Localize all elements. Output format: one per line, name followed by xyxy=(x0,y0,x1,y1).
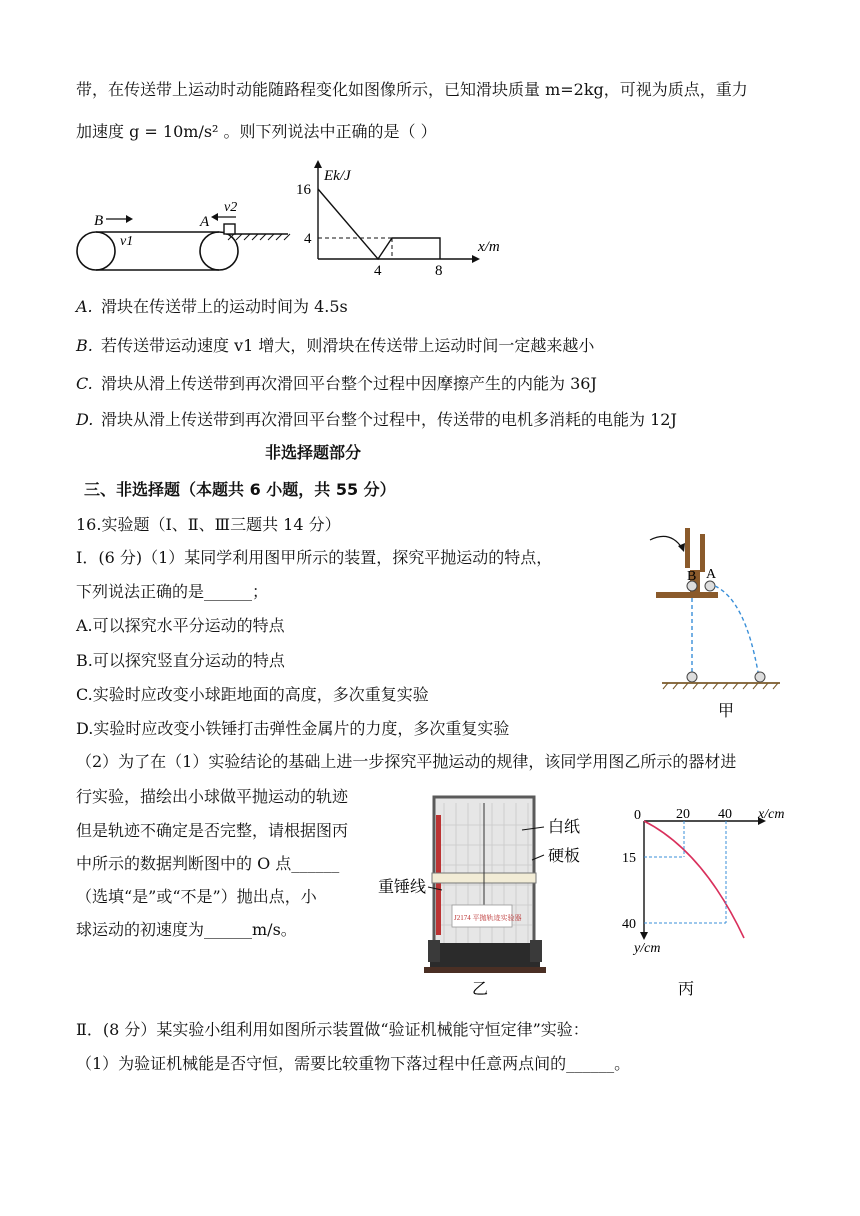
option-b-text: 若传送带运动速度 v1 增大，则滑块在传送带上运动时间一定越来越小 xyxy=(101,336,595,355)
conveyor-belt-figure xyxy=(76,200,296,275)
q16-option-d: D.实验时应改变小铁锤打击弹性金属片的力度，多次重复实验 xyxy=(76,719,510,738)
q16-part2-line1: （2）为了在（1）实验结论的基础上进一步探究平抛运动的规律，该同学用图乙所示的器材进 xyxy=(76,752,737,771)
q16-option-a: A.可以探究水平分运动的特点 xyxy=(76,616,285,635)
option-d-text: 滑块从滑上传送带到再次滑回平台整个过程中，传送带的电机多消耗的电能为 12J xyxy=(101,410,677,429)
caption-yi: 乙 xyxy=(472,981,489,998)
bing-y-label: y/cm xyxy=(634,941,661,956)
q16-option-c: C.实验时应改变小球距地面的高度，多次重复实验 xyxy=(76,685,429,704)
q15-line-1: 带，在传送带上运动时动能随路程变化如图像所示，已知滑块质量 m=2kg，可视为质点，重力 xyxy=(76,80,748,99)
q16-part1-line2: 下列说法正确的是______； xyxy=(76,582,269,601)
x-tick-8: 8 xyxy=(435,263,443,279)
x-axis-label: x/m xyxy=(478,239,500,255)
option-a-letter: A. xyxy=(76,297,93,316)
right-roller xyxy=(200,232,238,270)
label-white-paper: 白纸 xyxy=(548,819,581,836)
y-tick-4: 4 xyxy=(304,231,312,247)
label-hard-board: 硬板 xyxy=(548,848,581,865)
q16-part2-line3: 但是轨迹不确定是否完整，请根据图丙 xyxy=(76,821,349,840)
q16-option-b: B.可以探究竖直分运动的特点 xyxy=(76,651,285,670)
parabolic-path xyxy=(715,586,758,672)
ek-x-graph xyxy=(290,158,510,279)
q16-part1-line1: Ⅰ．(6 分)（1）某同学利用图甲所示的装置，探究平抛运动的特点， xyxy=(76,548,553,567)
label-v1: v1 xyxy=(120,234,134,249)
board-label: J2174 平抛轨迹实验器 xyxy=(454,914,522,922)
bing-x-20: 20 xyxy=(676,807,690,822)
bing-x-40: 40 xyxy=(718,807,732,822)
label-b: B xyxy=(94,213,104,229)
caption-jia: 甲 xyxy=(718,703,735,720)
q16-part-ii-line1: Ⅱ．(8 分）某实验小组利用如图所示装置做“验证机械能守恒定律”实验： xyxy=(76,1020,589,1039)
option-c-text: 滑块从滑上传送带到再次滑回平台整个过程中因摩擦产生的内能为 36J xyxy=(101,374,597,393)
figure-bing xyxy=(618,806,808,1000)
q16-part-ii-line2: （1）为验证机械能是否守恒，需要比较重物下落过程中任意两点间的______。 xyxy=(76,1054,631,1073)
option-d-letter: D. xyxy=(76,410,94,429)
figure-jia xyxy=(640,520,790,725)
option-a-text: 滑块在传送带上的运动时间为 4.5s xyxy=(101,297,348,316)
q15-line-2: 加速度 g = 10m/s² 。则下列说法中正确的是（ ） xyxy=(76,122,437,141)
option-c-letter: C. xyxy=(76,374,93,393)
label-jia-b: B xyxy=(687,569,697,584)
x-tick-4: 4 xyxy=(374,263,382,279)
y-tick-16: 16 xyxy=(296,182,311,198)
q16-part2-line5: （选填“是”或“不是”）抛出点，小 xyxy=(76,887,317,906)
stand-base xyxy=(656,592,718,598)
label-jia-a: A xyxy=(706,567,717,582)
caption-bing: 丙 xyxy=(678,981,695,998)
part-title: 非选择题部分 xyxy=(265,443,362,462)
hammer-post xyxy=(685,528,690,568)
trajectory-curve xyxy=(644,821,744,938)
slider-block xyxy=(224,224,235,234)
q16-part2-line2: 行实验，描绘出小球做平抛运动的轨迹 xyxy=(76,787,349,806)
label-a: A xyxy=(200,214,210,230)
bing-origin: 0 xyxy=(634,808,641,823)
ek-curve xyxy=(318,189,440,259)
label-v2: v2 xyxy=(224,200,238,215)
figure-yi xyxy=(372,795,612,1000)
left-roller xyxy=(77,232,115,270)
bing-y-40: 40 xyxy=(622,917,636,932)
option-b-letter: B. xyxy=(76,336,93,355)
ball-a xyxy=(705,581,715,591)
bing-x-label: x/cm xyxy=(758,807,785,822)
q16-part2-line4: 中所示的数据判断图中的 O 点______ xyxy=(76,854,340,873)
y-axis-label: Ek/J xyxy=(324,168,351,184)
bing-y-15: 15 xyxy=(622,851,636,866)
label-plumb-line: 重锤线 xyxy=(378,879,427,896)
section-heading: 三、非选择题（本题共 6 小题，共 55 分） xyxy=(84,480,396,499)
q16-part2-line6: 球运动的初速度为______m/s。 xyxy=(76,920,297,939)
q16-title: 16.实验题（Ⅰ、Ⅱ、Ⅲ三题共 14 分） xyxy=(76,515,341,534)
